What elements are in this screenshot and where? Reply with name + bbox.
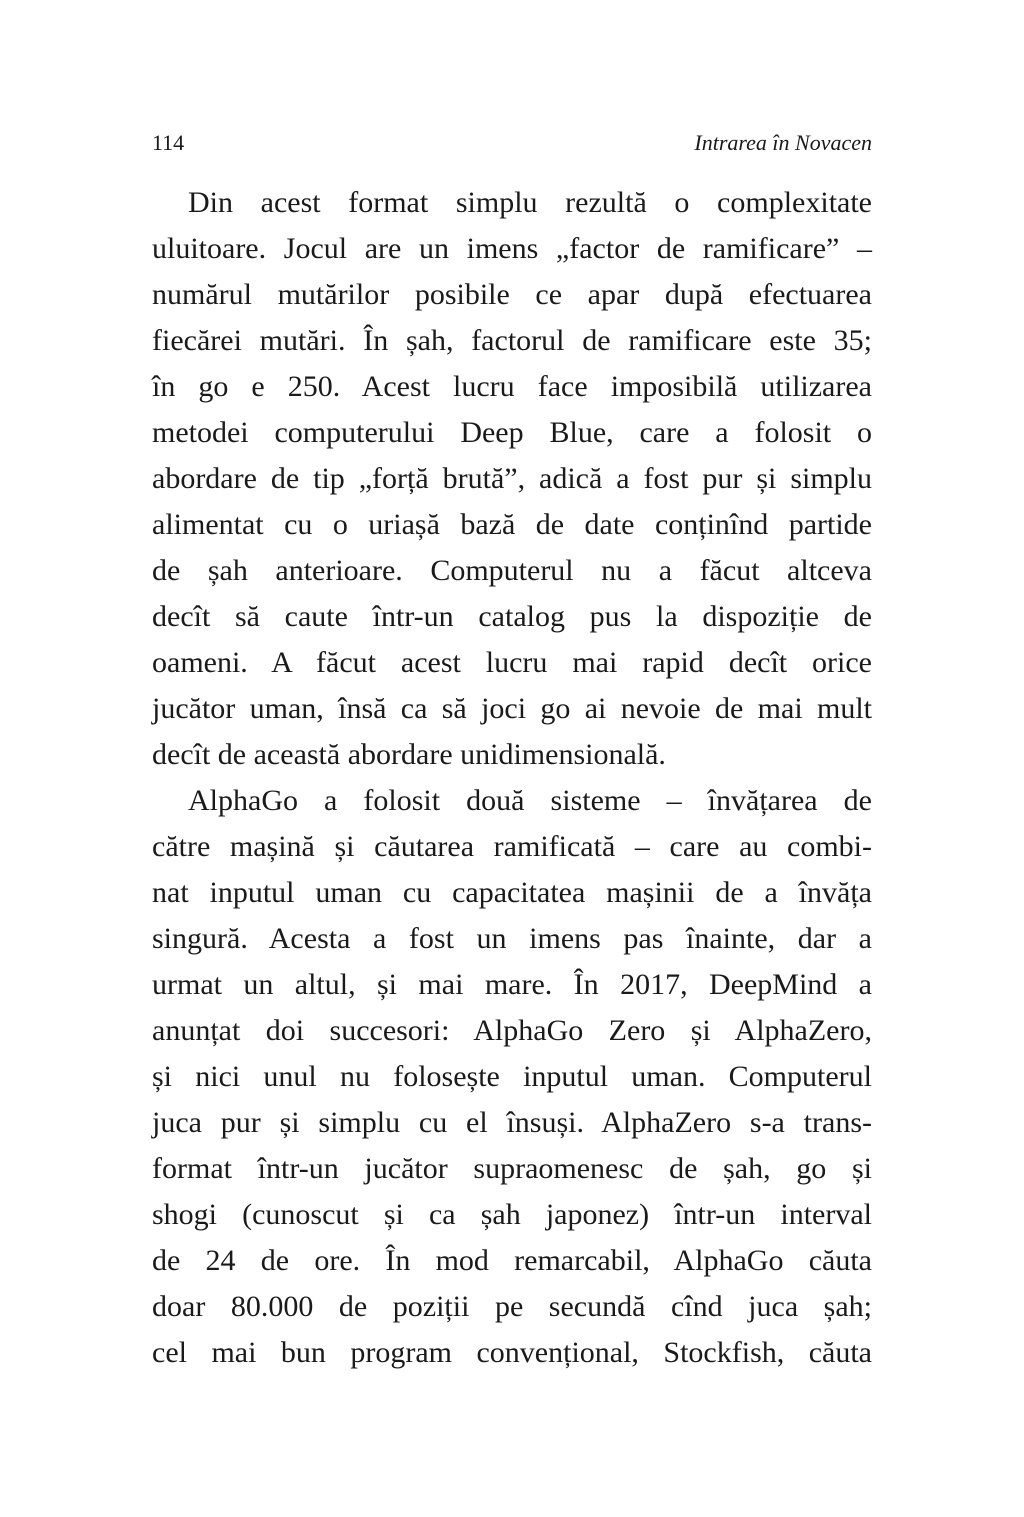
- text-line: shogi (cunoscut și ca șah japonez) într-un interval: [152, 1198, 872, 1231]
- text-line: cel mai bun program convențional, Stockfish, căuta: [152, 1336, 872, 1369]
- text-line: Din acest format simplu rezultă o complexitate: [188, 186, 872, 219]
- body-text: [152, 180, 872, 1376]
- running-title: Intrarea în Novacen: [694, 130, 872, 155]
- text-line: metodei computerului Deep Blue, care a folosit o: [152, 416, 872, 449]
- text-line: decît să caute într-un catalog pus la dispoziție de: [152, 600, 872, 633]
- text-line: de 24 de ore. În mod remarcabil, AlphaGo căuta: [152, 1244, 872, 1277]
- text-line: numărul mutărilor posibile ce apar după efectuarea: [152, 278, 872, 311]
- text-line: nat inputul uman cu capacitatea mașinii de a învăța: [152, 876, 872, 909]
- text-line: decît de această abordare unidimensională.: [152, 738, 666, 771]
- paragraph: [152, 180, 872, 778]
- text-line: format într-un jucător supraomenesc de șah, go și: [152, 1152, 872, 1185]
- text-line: și nici unul nu folosește inputul uman. Computerul: [152, 1060, 872, 1093]
- text-line: urmat un altul, și mai mare. În 2017, DeepMind a: [152, 968, 872, 1001]
- text-line: doar 80.000 de poziții pe secundă cînd juca șah;: [152, 1290, 872, 1323]
- text-line: în go e 250. Acest lucru face imposibilă utilizarea: [152, 370, 872, 403]
- text-line: fiecărei mutări. În șah, factorul de ramificare este 35;: [152, 324, 872, 357]
- text-line: oameni. A făcut acest lucru mai rapid decît orice: [152, 646, 872, 679]
- text-line: abordare de tip „forță brută”, adică a fost pur și simplu: [152, 462, 872, 495]
- text-line: uluitoare. Jocul are un imens „factor de ramificare” –: [152, 232, 872, 265]
- page-number: 114: [152, 130, 185, 155]
- text-line: juca pur și simplu cu el însuși. AlphaZero s-a trans-: [152, 1106, 872, 1139]
- paragraph: [152, 778, 872, 1376]
- text-line: anunțat doi succesori: AlphaGo Zero și AlphaZero,: [152, 1014, 872, 1047]
- text-line: către mașină și căutarea ramificată – care au combi-: [152, 830, 872, 863]
- text-line: de șah anterioare. Computerul nu a făcut altceva: [152, 554, 872, 587]
- text-line: alimentat cu o uriașă bază de date conținînd partide: [152, 508, 872, 541]
- text-line: AlphaGo a folosit două sisteme – învățarea de: [188, 784, 872, 817]
- text-line: singură. Acesta a fost un imens pas înainte, dar a: [152, 922, 872, 955]
- text-line: jucător uman, însă ca să joci go ai nevoie de mai mult: [152, 692, 872, 725]
